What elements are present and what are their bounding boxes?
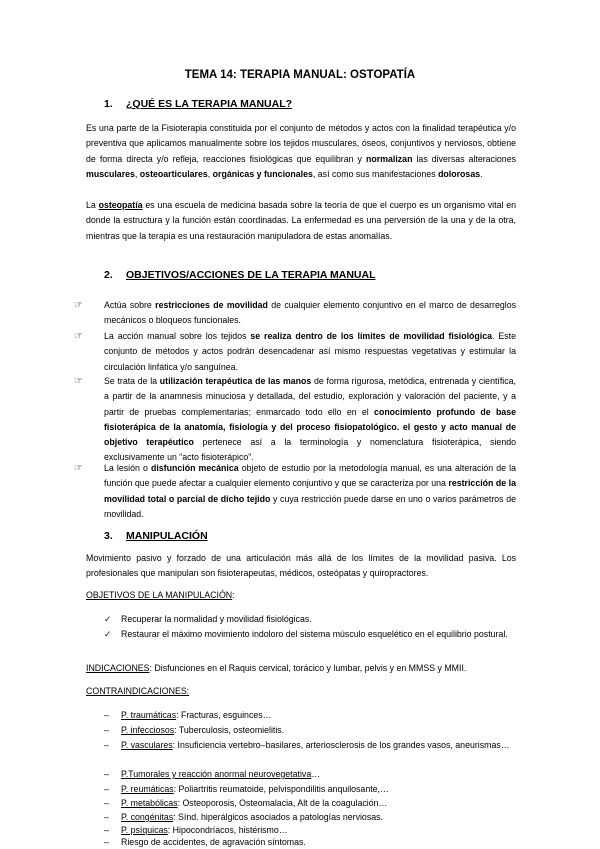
underlined-label: P.Tumorales y reacción anormal neurovegetativa: [121, 769, 312, 779]
underlined-label: OBJETIVOS DE LA MANIPULACIÓN: [86, 590, 233, 600]
dash-icon: –: [104, 812, 109, 822]
contraindication-item: [104, 797, 516, 810]
section-1-paragraph-2: [86, 198, 516, 244]
dash-icon: –: [104, 725, 109, 735]
text: : Poliartritis reumatoide, pelvispondilitis anquilosante,…: [173, 784, 389, 794]
section-1-paragraph-1: [86, 121, 516, 182]
objectives-label: [86, 590, 235, 600]
text: es una escuela de medicina basada sobre la teoría de que el cuerpo es un organismo vital en donde la estructura y la función están coordinadas. La enfermedad es una perversión de la una y de la otra, mientras que la terapia es una restauración manipuladora de estas anomalías.: [86, 200, 516, 241]
objective-bullet-2: [74, 329, 516, 375]
contraindications-label: [86, 686, 189, 696]
bold-text: disfunción mecánica: [150, 463, 239, 473]
text: Restaurar el máximo movimiento indoloro del sistema músculo esquelético en el equilibrio postural.: [121, 629, 508, 639]
text: : Insuficiencia vertebro–basilares, arteriosclerosis de los grandes vasos, aneurismas…: [172, 740, 510, 750]
dash-icon: –: [104, 837, 109, 847]
section-number: 3.: [104, 530, 113, 542]
text: , así como sus manifestaciones: [312, 168, 439, 179]
underlined-label: P. metabólicas: [121, 798, 178, 808]
objective-bullet-4: [74, 461, 517, 522]
underlined-label: P. traumáticas: [121, 710, 177, 720]
text: las diversas alteraciones: [412, 153, 516, 164]
bold-text: musculares: [86, 168, 135, 179]
text: Actúa sobre: [104, 300, 156, 310]
contraindication-item: [104, 836, 516, 849]
text: …: [311, 769, 321, 779]
section-1-heading: [104, 98, 292, 110]
objective-item-1: [104, 612, 516, 627]
dash-icon: –: [104, 740, 109, 750]
pointing-hand-icon: ☞: [74, 331, 83, 342]
dash-icon: –: [104, 784, 109, 794]
text: La lesión o: [104, 463, 151, 473]
contraindication-item: [104, 768, 516, 781]
text: y cuya restricción puede darse en uno o varios parámetros de movilidad.: [104, 493, 517, 519]
objective-item-2: [104, 627, 516, 642]
text: La acción manual sobre los tejidos: [104, 331, 251, 341]
text: : Sínd. hiperálgicos asociados a patologías nerviosas.: [173, 812, 383, 822]
contraindication-item: [104, 739, 516, 752]
bold-text: utilización terapéutica de las manos: [159, 376, 312, 386]
underlined-label: P. vasculares: [121, 740, 173, 750]
bold-text: orgánicas y funcionales: [212, 168, 313, 179]
underlined-label: P. psíquicas: [121, 825, 168, 835]
underlined-label: P. infecciosos: [121, 725, 175, 735]
dash-icon: –: [104, 769, 109, 779]
text: Es una parte de la Fisioterapia constituida por el conjunto de métodos y actos con la finalidad terapéutica y/o preventiva que aplicamos manualmente sobre los tejidos musculares, óseos, conjuntivos y nerviosos, obtiene de forma directa y/o refleja, reacciones fisiológicas que equilibran y: [86, 123, 516, 164]
text: pertenece así a la terminología y nomenclatura fisioterápica, siendo exclusivamente un “acto fisioterápico”.: [104, 437, 516, 463]
underlined-label: INDICACIONES: [86, 663, 150, 673]
checkmark-icon: ✓: [104, 629, 112, 639]
section-3-heading: [104, 530, 208, 542]
underlined-label: P. congénitas: [121, 812, 174, 822]
bold-text: restricción de la movilidad total o parcial de dicho tejido: [104, 478, 516, 504]
bold-text: conocimiento profundo de base fisioterápica de la anatomía, fisiología y del proceso fisiopatológico. el gesto y acto manual de objetivo terapéutico: [104, 406, 516, 448]
bold-text: se realiza dentro de los límites de movilidad fisiológica: [250, 331, 493, 341]
manipulation-definition: Movimiento pasivo y forzado de una articulación más allá de los límites de la movilidad pasiva. Los profesionales que manipulan son fisioterapeutas, médicos, osteópatas y quiropractores.: [86, 553, 516, 579]
contraindication-item: [104, 783, 516, 796]
section-title: ¿QUÉ ES LA TERAPIA MANUAL?: [126, 98, 293, 110]
bold-text: restricciones de movilidad: [155, 300, 268, 310]
text: : Disfunciones en el Raquis cervical, torácico y lumbar, pelvis y en MMSS y MMII.: [149, 663, 467, 673]
objective-bullet-3: [74, 374, 516, 466]
text: : Fracturas, esguinces…: [176, 710, 272, 720]
pointing-hand-icon: ☞: [74, 300, 83, 311]
text: : Tuberculosis, osteomielitis.: [174, 725, 285, 735]
underlined-label: P. reumáticas: [121, 784, 174, 794]
text: . Este conjunto de métodos y actos podrán desencadenar así mismo respuestas vegetativas y estimular la circulación linfática y/o sanguínea.: [104, 331, 516, 372]
text: Recuperar la normalidad y movilidad fisiológicas.: [121, 614, 312, 624]
bold-text: osteoarticulares: [139, 168, 208, 179]
pointing-hand-icon: ☞: [74, 376, 83, 387]
text: ,: [207, 168, 213, 179]
dash-icon: –: [104, 798, 109, 808]
text: Riesgo de accidentes, de agravación síntomas.: [121, 837, 306, 847]
document-title: TEMA 14: TERAPIA MANUAL: OSTOPATÍA: [184, 69, 416, 81]
text: La: [86, 200, 99, 210]
text: : Osteoporosis, Osteomalacia, Alt de la coagulación…: [177, 798, 388, 808]
section-title: OBJETIVOS/ACCIONES DE LA TERAPIA MANUAL: [126, 269, 376, 281]
bold-text: dolorosas: [438, 168, 481, 179]
underlined-label: CONTRAINDICACIONES:: [86, 686, 190, 696]
section-title: MANIPULACIÓN: [126, 530, 208, 542]
checkmark-icon: ✓: [104, 614, 112, 624]
text: : Hipocondríacos, histérismo…: [167, 825, 288, 835]
dash-icon: –: [104, 710, 109, 720]
text: Se trata de la: [104, 376, 160, 386]
bold-underlined-text: osteopatía: [98, 200, 143, 210]
text: objeto de estudio por la metodología manual, es una alteración de la función que puede afectar a cualquier elemento conjuntivo y que se caracteriza por una: [104, 463, 517, 489]
bold-text: normalizan: [366, 153, 413, 164]
pointing-hand-icon: ☞: [74, 463, 83, 474]
text: de cualquier elemento conjuntivo en el marco de desarreglos mecánicos o bloqueos funcionales.: [104, 300, 517, 326]
contraindication-item: [104, 709, 516, 722]
section-number: 2.: [104, 269, 113, 281]
contraindication-item: [104, 724, 516, 737]
dash-icon: –: [104, 825, 109, 835]
text: ,: [134, 168, 140, 179]
text: :: [232, 590, 235, 600]
text: de forma rigurosa, metódica, entrenada y científica, a partir de la anamnesis minuciosa y detallada, del estudio, exploración y valoración del paciente, y a partir de pruebas complementarias; enmarcado todo ello en el: [104, 376, 516, 417]
text: .: [480, 168, 483, 179]
section-number: 1.: [104, 98, 113, 110]
section-2-heading: [104, 269, 376, 281]
indications: [86, 663, 466, 673]
objective-bullet-1: [74, 298, 517, 329]
contraindication-item: [104, 811, 516, 824]
